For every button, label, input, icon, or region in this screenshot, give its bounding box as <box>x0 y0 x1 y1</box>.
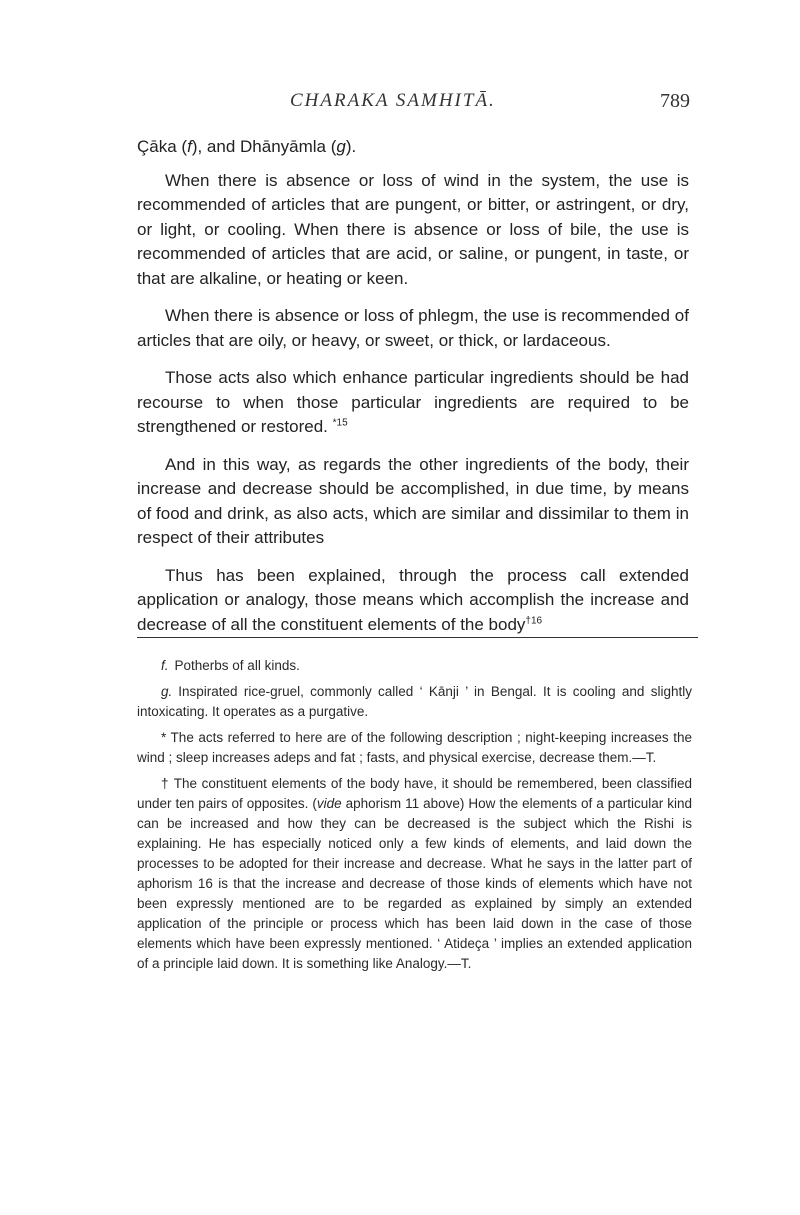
paragraph-acts-text: Those acts also which enhance particular ingredients should be had recourse to when those particular ingredients are required to be strengthened or restored. <box>137 368 689 436</box>
footnote-divider <box>137 637 698 638</box>
footnote-marker-f: f <box>187 137 192 156</box>
footnote-g-marker: g. <box>161 684 173 699</box>
footnote-dagger-rest: aphorism 11 above) How the elements of a particular kind can be increased and how they can be decreased is the subject which the Rishi is explaining. He has especially noticed only a few kinds of elements, and laid down the processes to be adopted for their increase and decrease. What he says in the latter part of aphorism 16 is that the increase and decrease of those kinds of elements which have not been expressly mentioned are to be regarded as explained by simply an extended application of the principle or process which has been laid down in the case of those elements which have been expressly mentioned. ‘ Atideça ’ implies an extended application of a principle laid down. It is something like Analogy.—T. <box>137 796 692 971</box>
page-number: 789 <box>660 90 690 112</box>
footnote-f-marker: f. <box>161 658 169 673</box>
footnote-f-text: Potherbs of all kinds. <box>174 658 300 673</box>
footnote-dagger-start: † The constituent elements of the body have, it should be remembered, been classified under ten pairs of opposites. ( <box>137 776 692 811</box>
footnote-g <box>137 682 692 722</box>
lead-text-middle: ), and Dhānyāmla ( <box>191 137 337 156</box>
paragraph-analogy <box>137 564 689 638</box>
footnote-f <box>137 656 692 676</box>
lead-text-end: ). <box>345 137 357 156</box>
aphorism-ref-15: *15 <box>332 417 348 429</box>
paragraph-wind-bile: When there is absence or loss of wind in the system, the use is recommended of articles that are pungent, or bitter, or astringent, or dry, or light, or cooling. When there is absence or loss of bile, the use is recommended of articles that are acid, or saline, or pungent, in taste, or that are alkaline, or heating or keen. <box>137 170 689 288</box>
aphorism-ref-16: †16 <box>525 614 543 626</box>
page-header <box>0 88 800 118</box>
paragraph-acts <box>137 366 689 440</box>
lead-line <box>137 135 689 160</box>
footnote-dagger-vide: vide <box>316 796 342 811</box>
footnote-marker-g: g <box>336 137 346 156</box>
lead-text-start: Çāka ( <box>137 137 188 156</box>
paragraph-phlegm: When there is absence or loss of phlegm, the use is recommended of articles that are oily, or heavy, or sweet, or thick, or lardaceous. <box>137 306 689 350</box>
footnote-star: * The acts referred to here are of the following description ; night-keeping increases the wind ; sleep increases adeps and fat ; fasts, and physical exercise, decrease them.—T. <box>137 730 692 765</box>
footnotes <box>137 656 692 980</box>
footnote-g-text: Inspirated rice-gruel, commonly called ‘ Kānji ’ in Bengal. It is cooling and slightly intoxicating. It operates as a purgative. <box>137 684 692 719</box>
main-text <box>137 135 689 650</box>
paragraph-ingredients: And in this way, as regards the other ingredients of the body, their increase and decrease should be accomplished, in due time, by means of food and drink, as also acts, which are similar and dissimilar to them in respect of their attributes <box>137 454 689 547</box>
footnote-dagger <box>137 774 692 974</box>
paragraph-analogy-text: Thus has been explained, through the process call extended application or analogy, those means which accomplish the increase and decrease of all the constituent elements of the body <box>137 565 689 634</box>
running-title: CHARAKA SAMHITĀ. <box>290 90 496 111</box>
